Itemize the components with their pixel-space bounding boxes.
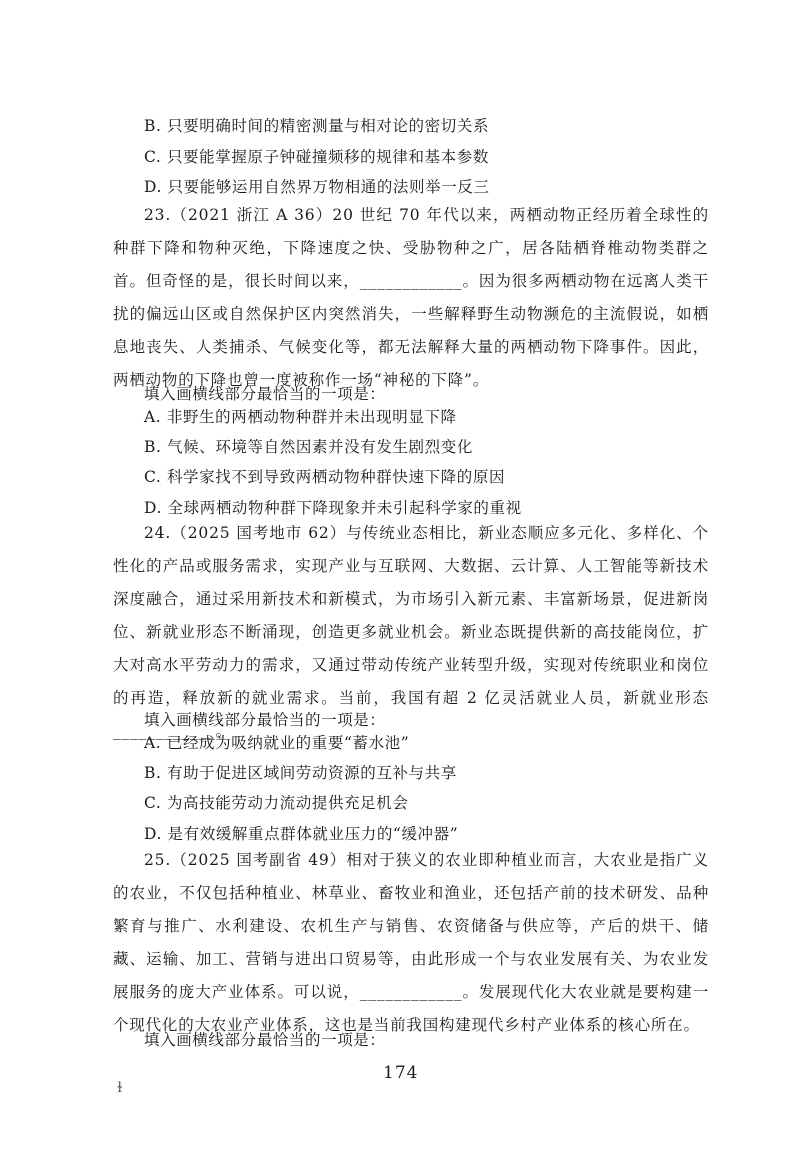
q23-option-b: B. 气候、环境等自然因素并没有发生剧烈变化	[144, 438, 473, 456]
q23-option-d: D. 全球两栖动物种群下降现象并未引起科学家的重视	[144, 499, 522, 517]
q23-prompt: 填入画横线部分最恰当的一项是：	[144, 385, 386, 403]
q25-stem: 25.（2025 国考副省 49）相对于狭义的农业即种植业而言，大农业是指广义的农业，不仅包括种植业、林草业、畜牧业和渔业，还包括产前的技术研发、品种繁育与推广、水利建设、农机生产与销售、农资储备与供应等，产后的烘干、储藏、运输、加工、营销与进出口贸易等，由此形成一个与农业发展有关、为农业发展服务的庞大产业体系。可以说，____________。发展现代化大农业就是要构建一个现代化的大农业产业体系，这也是当前我国构建现代乡村产业体系的核心所在。	[113, 851, 709, 1034]
page-number: 174	[383, 1063, 419, 1083]
q24-option-d: D. 是有效缓解重点群体就业压力的“缓冲器”	[144, 825, 459, 843]
q24-option-b: B. 有助于促进区域间劳动资源的互补与共享	[144, 764, 457, 782]
q22-option-c: C. 只要能掌握原子钟碰撞频移的规律和基本参数	[144, 148, 489, 166]
margin-mark: ɫ	[117, 1080, 123, 1096]
q24-option-c: C. 为高技能劳动力流动提供充足机会	[144, 794, 409, 812]
q22-option-b: B. 只要明确时间的精密测量与相对论的密切关系	[144, 117, 490, 135]
q22-option-d: D. 只要能够运用自然界万物相通的法则举一反三	[144, 178, 490, 196]
q24-option-a: A. 已经成为吸纳就业的重要“蓄水池”	[144, 734, 410, 752]
q24-stem: 24.（2025 国考地市 62）与传统业态相比，新业态顺应多元化、多样化、个性化的产品或服务需求，实现产业与互联网、大数据、云计算、人工智能等新技术深度融合，通过采用新技术和新模式，为市场引入新元素、丰富新场景，促进新岗位、新就业形态不断涌现，创造更多就业机会。新业态既提供新的高技能岗位，扩大对高水平劳动力的需求，又通过带动传统产业转型升级，实现对传统职业和岗位的再造，释放新的就业需求。当前，我国有超 2 亿灵活就业人员，新就业形态 ____________。	[113, 524, 709, 740]
q23-option-a: A. 非野生的两栖动物种群并未出现明显下降	[144, 408, 457, 426]
q23-stem: 23.（2021 浙江 A 36）20 世纪 70 年代以来，两栖动物正经历着全球性的种群下降和物种灭绝，下降速度之快、受胁物种之广，居各陆栖脊椎动物类群之首。但奇怪的是，很长时间以来，____________。因为很多两栖动物在远离人类干扰的偏远山区或自然保护区内突然消失，一些解释野生动物濒危的主流假说，如栖息地丧失、人类捕杀、气候变化等，都无法解释大量的两栖动物下降事件。因此，两栖动物的下降也曾一度被称作一场“神秘的下降”。	[113, 206, 709, 389]
q24-prompt: 填入画横线部分最恰当的一项是：	[144, 711, 386, 729]
q23-option-c: C. 科学家找不到导致两栖动物种群快速下降的原因	[144, 468, 506, 486]
q25-prompt: 填入画横线部分最恰当的一项是：	[144, 1031, 386, 1049]
